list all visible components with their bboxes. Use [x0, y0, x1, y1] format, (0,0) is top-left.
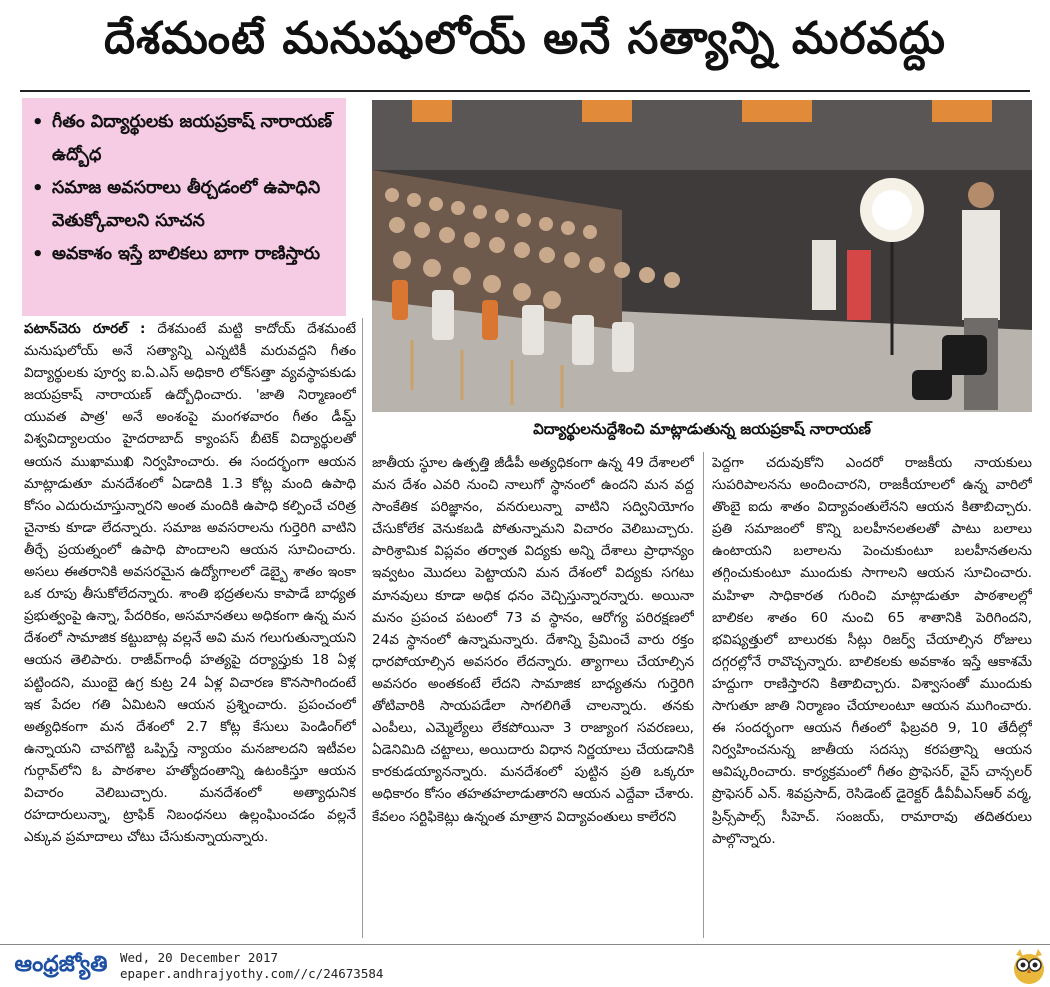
column-divider — [703, 452, 704, 938]
article-column-1 — [24, 318, 356, 938]
epaper-url[interactable]: epaper.andhrajyothy.com//c/24673584 — [120, 966, 384, 981]
logo-text: ఆంధ్రజ్యోతి — [14, 952, 108, 977]
edition-date: Wed, 20 December 2017 — [120, 950, 279, 965]
owl-icon — [1010, 945, 1048, 985]
bullet-icon: • — [32, 244, 44, 265]
bullet-icon: • — [32, 112, 44, 133]
photo-caption: విద్యార్థులనుద్దేశించి మాట్లాడుతున్న జయప్రకాష్‌ నారాయణ్‌ — [533, 420, 871, 438]
highlight-text: అవకాశం ఇస్తే బాలికలు బాగా రాణిస్తారు — [52, 244, 321, 264]
highlight-item — [32, 106, 336, 172]
highlight-item — [32, 238, 336, 271]
footer-rule — [0, 944, 1050, 945]
newspaper-logo[interactable] — [8, 950, 114, 984]
highlight-item — [32, 172, 336, 238]
article-text: దేశమంటే మట్టి కాదోయ్‌ దేశమంటే మనుషులోయ్‌ అనే సత్యాన్ని ఎన్నటికీ మరువద్దని గీతం విద్యార్థులకు పూర్వ ఐ.ఏ.ఎస్‌ అధికారి లోక్‌సత్తా వ్యవస్థాపకుడు జయప్రకాష్‌ నారాయణ్‌ ఉద్బోధించారు. 'జాతి నిర్మాణంలో యువత పాత్ర' అనే అంశంపై మంగళవారం గీతం డీమ్డ్‌ విశ్వవిద్యాలయం హైదరాబాద్‌ క్యాంపస్‌ బీటెక్‌ విద్యార్థులతో ఆయన ముఖాముఖి నిర్వహించారు. ఈ సందర్భంగా ఆయన మాట్లాడుతూ మనదేశంలో ఏడాదికి 1.3 కోట్ల మంది ఉపాధి కోసం ఎదురుచూస్తున్నారని అంత మందికి ఉపాధి కల్పించే చరిత్ర చైనాకు కూడా లేదన్నారు. సమాజ అవసరాలను గుర్తెరిగి వాటిని తీర్చే ప్రయత్నంలో ఉపాధి పొందాలని ఆయన సూచించారు. అసలు ఈతరానికి అవసరమైన ఉద్యోగాలలో డెబ్బై శాతం ఇంకా ఒక రూపు తీసుకోలేదన్నారు. శాంతి భద్రతలను కాపాడే బాధ్యత ప్రభుత్వంపై ఉన్నా, పేదరికం, అసమానతలు అధికంగా ఉన్న మన దేశంలో సామాజిక కట్టుబాట్ల వల్లనే అవి మన గలుగుతున్నాయని ఆయన తెలిపారు. రాజీవ్‌గాంధీ హత్యపై దర్యాప్తుకు 18 ఏళ్ల పట్టిందని, ముంబై ఉగ్ర కుట్ర 24 ఏళ్ల విచారణ కొనసాగిందంటే ఇక పేదల గతి ఏమిటని ఆయన ప్రశ్నించారు. ప్రపంచంలో అత్యధికంగా మన దేశంలో 2.7 కోట్ల కేసులు పెండింగ్‌లో ఉన్నాయని చావగొట్టి ఒప్పిస్తే న్యాయం మనజాలదని ఇటీవల గుర్గావ్‌లోని ఓ పాఠశాల హత్యోదంతాన్ని ఉటంకిస్తూ ఆయన విచారం వెలిబుచ్చారు. మనదేశంలో అత్యాధునిక రహదారులున్నా, ట్రాఫిక్‌ నిబంధనలు ఉల్లంఘించడం వల్లనే ఎక్కువ ప్రమాదాలు చోటు చేసుకున్నాయన్నారు. — [24, 321, 356, 846]
article-paragraph — [24, 318, 356, 848]
highlight-text: గీతం విద్యార్థులకు జయప్రకాష్‌ నారాయణ్‌ ఉద్బోధ — [52, 112, 333, 165]
auditorium-photo-illustration — [372, 100, 1032, 412]
headline-rule — [20, 90, 1030, 92]
bullet-icon: • — [32, 178, 44, 199]
article-column-3 — [712, 452, 1032, 938]
dateline: పటాన్‌చెరు రూరల్‌ : — [24, 321, 146, 337]
highlight-text: సమాజ అవసరాలు తీర్చడంలో ఉపాధిని వెతుక్కోవాలని సూచన — [52, 178, 321, 231]
article-headline: దేశమంటే మనుషులోయ్‌ అనే సత్యాన్ని మరవద్దు — [103, 13, 947, 64]
news-photo — [372, 100, 1032, 412]
article-paragraph: జాతీయ స్థూల ఉత్పత్తి జీడీపీ అత్యధికంగా ఉన్న 49 దేశాలలో మన దేశం ఎవరి నుంచి నాలుగో స్థానంలో ఉందని మన వద్ద సాంకేతిక పరిజ్ఞానం, వనరులున్నా వాటిని సద్వినియోగం చేసుకోలేక వెనుకబడి పోతున్నామని విచారం వెలిబుచ్చారు. పారిశ్రామిక విప్లవం తర్వాత విద్యకు అన్ని దేశాలు ప్రాధాన్యం ఇవ్వటం మొదలు పెట్టాయని మన దేశంలో విద్యకు సగటు మానవులు కూడా అధిక ధనం వెచ్చిస్తున్నారన్నారు. అయినా మనం ప్రపంచ పటంలో 73 వ స్థానం, ఆరోగ్య పరిరక్షణలో 24వ స్థానంలో ఉన్నామన్నారు. దేశాన్ని ప్రేమించే వారు రక్తం ధారపోయాల్సిన అవసరం లేదన్నారు. త్యాగాలు చేయాల్సిన అవసరం అంతకంటే లేదని సామాజిక బాధ్యతను గుర్తెరిగి తోటివారికి సాయపడేలా సాగలిగితే చాలన్నారు. తనకు ఎంపీలు, ఎమ్మెల్యేలు లేకపోయినా 3 రాజ్యాంగ సవరణలు, ఏడెనిమిది చట్టాలు, అయిదారు విధాన నిర్ణయాలు చేయడానికి కారకుడయ్యానన్నారు. మనదేశంలో పుట్టిన ప్రతి ఒక్కరూ అధికారం కోసం తహతహలాడుతారని ఆయన ఎద్దేవా చేశారు. కేవలం సర్టిఫికెట్లు ఉన్నంత మాత్రాన విద్యావంతులు కాలేరని — [372, 455, 694, 825]
article-column-2 — [372, 452, 694, 938]
article-paragraph: పెద్దగా చదువుకోని ఎందరో రాజకీయ నాయకులు సుపరిపాలనను అందించారని, రాజకీయాలలో ఉన్న వారిలో తొంబై ఐదు శాతం విద్యావంతులేనని ఆయన కితాబిచ్చారు. ప్రతి సమాజంలో కొన్ని బలహీనలతలతో పాటు బలాలు ఉంటాయని బలాలను పెంచుకుంటూ బలహీనతలను తగ్గించుకుంటూ ముందుకు సాగాలని ఆయన సూచించారు. మహిళా సాధికారత గురించి మాట్లాడుతూ పాఠశాలల్లో బాలికల శాతం 60 నుంచి 65 శాతానికి పెరిగిందని, భవిష్యత్తులో బాలురకు సీట్లు రిజర్వ్‌ చేయాల్సిన రోజులు దగ్గరల్లోనే రావొచ్చన్నారు. బాలికలకు అవకాశం ఇస్తే ఆకాశమే హద్దుగా రాణిస్తారని కితాబిచ్చారు. విశ్వాసంతో ముందుకు సాగుతూ జాతి నిర్మాణం చేయాలంటూ ఆయన ముగించారు. ఈ సందర్భంగా ఆయన గీతంలో ఫిబ్రవరి 9, 10 తేదీల్లో నిర్వహించనున్న జాతీయ సదస్సు కరపత్రాన్ని ఆయన ఆవిష్కరించారు. కార్యక్రమంలో గీతం ప్రొఫెసర్‌, వైస్‌ చాన్సలర్‌ ప్రొఫెసర్‌ ఎన్‌. శివప్రసాద్‌, రెసిడెంట్‌ డైరెక్టర్‌ డీవీవీఎస్‌ఆర్‌ వర్మ, ప్రిన్స్‌పాల్స్‌ సీహెచ్‌. సంజయ్‌, రామారావు తదితరులు పాల్గొన్నారు. — [712, 455, 1032, 847]
highlights-box — [22, 98, 346, 316]
footer-meta — [120, 950, 383, 982]
column-divider — [362, 318, 363, 938]
